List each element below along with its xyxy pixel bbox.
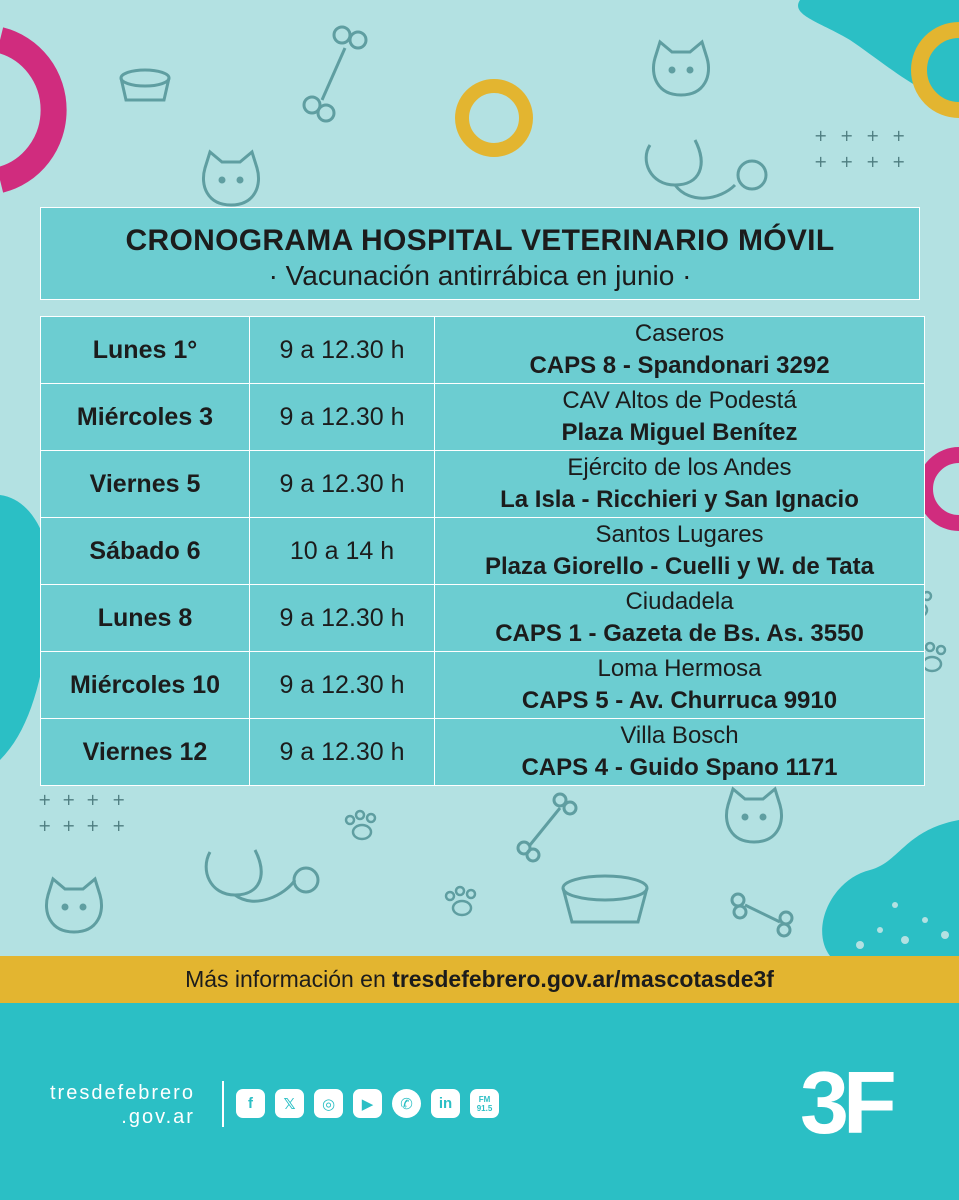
location-address: CAPS 5 - Av. Churruca 9910 xyxy=(521,687,838,714)
day-cell: Lunes 1° xyxy=(41,317,250,384)
svg-text:+: + xyxy=(38,816,52,835)
location-address: Plaza Miguel Benítez xyxy=(561,419,798,446)
place-cell xyxy=(435,317,925,384)
time-cell: 9 a 12.30 h xyxy=(250,317,435,384)
svg-text:+: + xyxy=(38,790,52,809)
day-cell: Viernes 12 xyxy=(41,719,250,786)
plus-grid-bottom-left xyxy=(38,790,125,835)
location-name: Ejército de los Andes xyxy=(567,454,792,481)
time-cell: 9 a 12.30 h xyxy=(250,384,435,451)
svg-text:+: + xyxy=(62,816,76,835)
svg-text:+: + xyxy=(86,816,100,835)
pet-bowl-icon xyxy=(563,876,647,922)
place-cell xyxy=(435,719,925,786)
place-cell xyxy=(435,451,925,518)
svg-text:+: + xyxy=(892,126,906,145)
radio-fm-label: FM xyxy=(478,1094,491,1104)
instagram-icon[interactable]: ◎ xyxy=(314,1089,343,1118)
info-bar xyxy=(0,956,959,1003)
location-name: Ciudadela xyxy=(625,588,734,615)
table-row xyxy=(41,518,925,585)
table-row xyxy=(41,652,925,719)
location-name: Santos Lugares xyxy=(595,521,764,548)
brand-line-2: .gov.ar xyxy=(121,1106,195,1128)
location-name: Caseros xyxy=(634,320,725,347)
time-cell: 10 a 14 h xyxy=(250,518,435,585)
stethoscope-icon xyxy=(206,850,318,901)
bone-icon xyxy=(304,27,366,121)
brand-divider xyxy=(222,1081,224,1127)
svg-text:+: + xyxy=(840,126,854,145)
magenta-ring-top-left xyxy=(0,40,54,180)
svg-text:+: + xyxy=(814,126,828,145)
whatsapp-icon[interactable]: ✆ xyxy=(392,1089,421,1118)
radio-fm-icon[interactable] xyxy=(470,1089,499,1118)
table-row xyxy=(41,317,925,384)
bone-icon xyxy=(732,894,792,936)
yellow-ring-top-right xyxy=(919,30,959,110)
table-row xyxy=(41,585,925,652)
place-cell xyxy=(435,384,925,451)
teal-blob-bottom-right xyxy=(822,820,959,956)
location-name: CAV Altos de Podestá xyxy=(562,387,797,414)
yellow-ring-center xyxy=(462,86,526,150)
svg-text:+: + xyxy=(866,126,880,145)
table-row xyxy=(41,719,925,786)
footer xyxy=(0,1003,959,1200)
time-cell: 9 a 12.30 h xyxy=(250,451,435,518)
day-cell: Sábado 6 xyxy=(41,518,250,585)
svg-text:+: + xyxy=(112,790,126,809)
cat-icon xyxy=(726,789,781,842)
facebook-icon[interactable]: f xyxy=(236,1089,265,1118)
page-subtitle: · Vacunación antirrábica en junio · xyxy=(268,260,692,291)
info-link[interactable]: tresdefebrero.gov.ar/mascotasde3f xyxy=(392,966,774,992)
location-address: La Isla - Ricchieri y San Ignacio xyxy=(500,486,859,513)
time-cell: 9 a 12.30 h xyxy=(250,719,435,786)
time-cell: 9 a 12.30 h xyxy=(250,652,435,719)
paw-icon xyxy=(346,811,375,839)
location-address: Plaza Giorello - Cuelli y W. de Tata xyxy=(485,553,874,580)
svg-text:+: + xyxy=(62,790,76,809)
location-address: CAPS 8 - Spandonari 3292 xyxy=(529,352,830,379)
bone-icon xyxy=(518,794,576,861)
title-box xyxy=(40,207,920,300)
magenta-ring-right xyxy=(925,455,959,523)
page-title: CRONOGRAMA HOSPITAL VETERINARIO MÓVIL xyxy=(125,224,835,257)
cat-icon xyxy=(203,152,258,205)
place-cell xyxy=(435,652,925,719)
time-cell: 9 a 12.30 h xyxy=(250,585,435,652)
radio-fm-frequency: 91.5 xyxy=(476,1103,493,1113)
svg-text:+: + xyxy=(86,790,100,809)
cat-icon xyxy=(653,42,708,95)
teal-blob-top-right xyxy=(798,0,959,105)
day-cell: Miércoles 10 xyxy=(41,652,250,719)
table-row xyxy=(41,384,925,451)
day-cell: Viernes 5 xyxy=(41,451,250,518)
cat-icon xyxy=(46,879,101,932)
place-cell xyxy=(435,585,925,652)
svg-text:+: + xyxy=(814,152,828,171)
3f-logo: 3F xyxy=(800,1053,891,1152)
dot-pattern xyxy=(856,902,949,949)
location-address: CAPS 4 - Guido Spano 1171 xyxy=(521,754,838,781)
social-links xyxy=(236,1089,499,1118)
info-prefix: Más información en xyxy=(185,966,386,992)
schedule-table xyxy=(40,316,925,786)
linkedin-icon[interactable]: in xyxy=(431,1089,460,1118)
table-row xyxy=(41,451,925,518)
location-address: CAPS 1 - Gazeta de Bs. As. 3550 xyxy=(495,620,864,647)
day-cell: Miércoles 3 xyxy=(41,384,250,451)
pet-bowl-icon xyxy=(121,70,169,100)
svg-text:+: + xyxy=(840,152,854,171)
paw-icon xyxy=(446,887,475,915)
stethoscope-icon xyxy=(646,140,766,198)
svg-text:+: + xyxy=(892,152,906,171)
place-cell xyxy=(435,518,925,585)
plus-grid-top-right xyxy=(814,126,905,171)
youtube-icon[interactable]: ▶ xyxy=(353,1089,382,1118)
x-icon[interactable]: 𝕏 xyxy=(275,1089,304,1118)
location-name: Villa Bosch xyxy=(620,722,739,749)
location-name: Loma Hermosa xyxy=(597,655,762,682)
brand-wordmark[interactable] xyxy=(50,1081,195,1129)
brand-line-1: tresdefebrero xyxy=(50,1082,195,1104)
svg-text:+: + xyxy=(866,152,880,171)
svg-text:+: + xyxy=(112,816,126,835)
day-cell: Lunes 8 xyxy=(41,585,250,652)
